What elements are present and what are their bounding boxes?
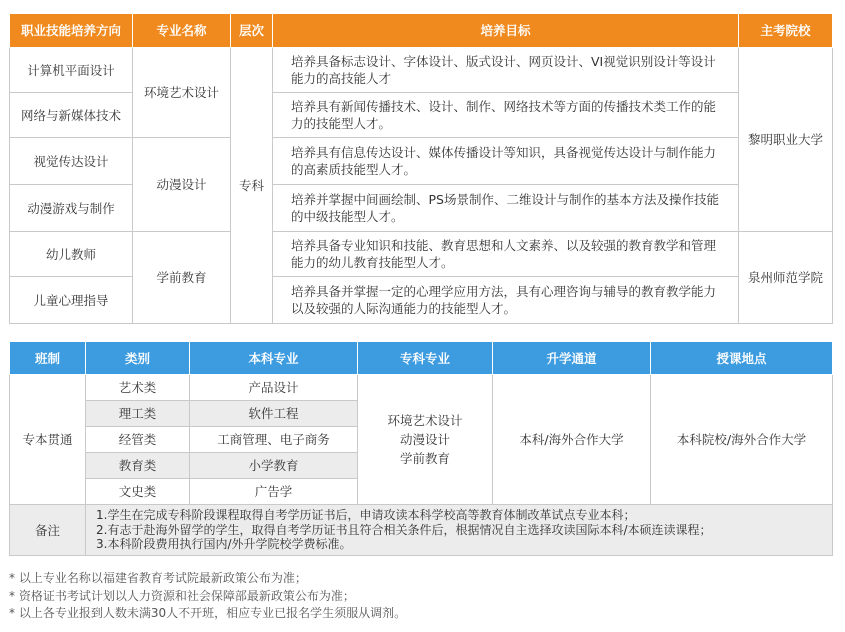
header-college-major: 专科专业 bbox=[358, 342, 493, 375]
bachelor-major-cell: 工商管理、电子商务 bbox=[190, 427, 358, 453]
header-major: 专业名称 bbox=[133, 14, 231, 48]
category-cell: 理工类 bbox=[86, 401, 190, 427]
bachelor-major-cell: 广告学 bbox=[190, 479, 358, 505]
major-cell: 学前教育 bbox=[133, 232, 231, 324]
header-class-type: 班制 bbox=[10, 342, 86, 375]
direction-cell: 网络与新媒体技术 bbox=[10, 93, 133, 138]
note-line: 2.有志于赴海外留学的学生，取得自考学历证书且符合相关条件后，根据情况自主选择攻读国际本科/本硕连读课程； bbox=[96, 522, 712, 537]
footnote: * 以上各专业报到人数未满30人不开班，相应专业已报名学生须服从调剂。 bbox=[9, 606, 407, 620]
category-cell: 经管类 bbox=[86, 427, 190, 453]
direction-cell: 动漫游戏与制作 bbox=[10, 185, 133, 232]
goal-cell: 培养具备标志设计、字体设计、版式设计、网页设计、VI视觉识别设计等设计能力的高技能人才 bbox=[273, 48, 739, 93]
header-level: 层次 bbox=[231, 14, 273, 48]
college-major-item: 环境艺术设计 bbox=[387, 413, 463, 428]
footnote: * 以上专业名称以福建省教育考试院最新政策公布为准； bbox=[9, 571, 307, 585]
note-line: 3.本科阶段费用执行国内/外升学院校学费标准。 bbox=[96, 537, 352, 552]
path-cell: 本科/海外合作大学 bbox=[493, 375, 651, 505]
header-direction: 职业技能培养方向 bbox=[10, 14, 133, 48]
level-cell: 专科 bbox=[231, 48, 273, 324]
school-cell: 黎明职业大学 bbox=[739, 48, 833, 232]
direction-cell: 视觉传达设计 bbox=[10, 138, 133, 185]
class-type-cell: 专本贯通 bbox=[10, 375, 86, 505]
bachelor-major-cell: 软件工程 bbox=[190, 401, 358, 427]
college-majors-cell bbox=[358, 375, 493, 505]
goal-cell: 培养具有信息传达设计、媒体传播设计等知识，具备视觉传达设计与制作能力的高素质技能型人才。 bbox=[273, 138, 739, 185]
table1-header-row bbox=[10, 14, 833, 48]
footnote: * 资格证书考试计划以人力资源和社会保障部最新政策公布为准； bbox=[9, 588, 355, 603]
header-location: 授课地点 bbox=[651, 342, 833, 375]
table-row bbox=[10, 232, 833, 277]
note-line: 1.学生在完成专科阶段课程取得自考学历证书后，申请攻读本科学校高等教育体制改革试点专业本科； bbox=[96, 508, 636, 523]
table-row bbox=[10, 138, 833, 185]
notes-row bbox=[10, 505, 833, 556]
school-cell: 泉州师范学院 bbox=[739, 232, 833, 324]
direction-cell: 儿童心理指导 bbox=[10, 277, 133, 324]
goal-cell: 培养具备并掌握一定的心理学应用方法，具有心理咨询与辅导的教育教学能力以及较强的人际沟通能力的技能型人才。 bbox=[273, 277, 739, 324]
notes-cell bbox=[86, 505, 833, 556]
category-cell: 艺术类 bbox=[86, 375, 190, 401]
goal-cell: 培养具有新闻传播技术、设计、制作、网络技术等方面的传播技术类工作的能力的技能型人才。 bbox=[273, 93, 739, 138]
header-bachelor-major: 本科专业 bbox=[190, 342, 358, 375]
category-cell: 教育类 bbox=[86, 453, 190, 479]
goal-cell: 培养并掌握中间画绘制、PS场景制作、二维设计与制作的基本方法及操作技能的中级技能型人才。 bbox=[273, 185, 739, 232]
training-direction-table bbox=[9, 13, 833, 324]
table-row bbox=[10, 375, 833, 401]
header-category: 类别 bbox=[86, 342, 190, 375]
footnotes bbox=[9, 570, 406, 623]
major-cell: 动漫设计 bbox=[133, 138, 231, 232]
header-path: 升学通道 bbox=[493, 342, 651, 375]
location-cell: 本科院校/海外合作大学 bbox=[651, 375, 833, 505]
college-major-item: 学前教育 bbox=[399, 451, 450, 466]
notes-label: 备注 bbox=[10, 505, 86, 556]
goal-cell: 培养具备专业知识和技能、教育思想和人文素养、以及较强的教育教学和管理能力的幼儿教育技能型人才。 bbox=[273, 232, 739, 277]
direction-cell: 计算机平面设计 bbox=[10, 48, 133, 93]
direction-cell: 幼儿教师 bbox=[10, 232, 133, 277]
undergraduate-pathway-table bbox=[9, 341, 833, 556]
header-goal: 培养目标 bbox=[273, 14, 739, 48]
table2-header-row bbox=[10, 342, 833, 375]
major-cell: 环境艺术设计 bbox=[133, 48, 231, 138]
college-major-item: 动漫设计 bbox=[399, 432, 450, 447]
bachelor-major-cell: 小学教育 bbox=[190, 453, 358, 479]
table-row bbox=[10, 48, 833, 93]
category-cell: 文史类 bbox=[86, 479, 190, 505]
bachelor-major-cell: 产品设计 bbox=[190, 375, 358, 401]
header-school: 主考院校 bbox=[739, 14, 833, 48]
